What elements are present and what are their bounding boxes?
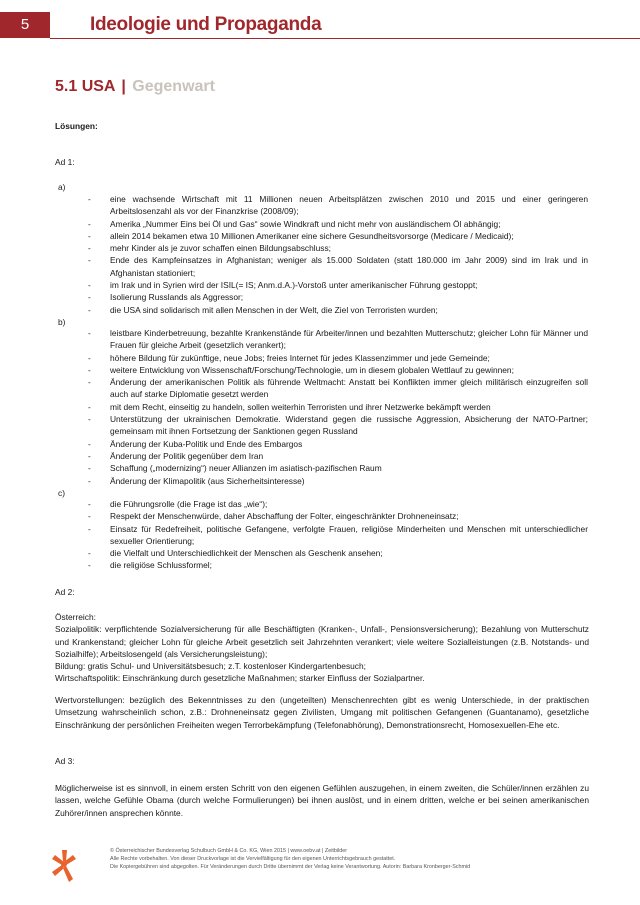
- section-subtitle: Gegenwart: [132, 78, 215, 95]
- list-item: - Amerika „Nummer Eins bei Öl und Gas“ sowie Windkraft und nicht mehr von ausländischem Öl abhängig;: [88, 218, 588, 230]
- list-item: - mit dem Recht, einseitig zu handeln, sollen weiterhin Terroristen und ihrer Netzwerke bekämpft werden: [88, 401, 588, 413]
- list-item: - im Irak und in Syrien wird der ISIL(= IS; Anm.d.A.)-Vorstoß unter amerikanischer Führung gestoppt;: [88, 279, 588, 291]
- chapter-number-box: [0, 12, 50, 38]
- list-item: - eine wachsende Wirtschaft mit 11 Millionen neuen Arbeitsplätzen zwischen 2010 und 2015 und einer geringeren Arbeitslosenzahl als vor der Finanzkrise (2008/09);: [88, 193, 588, 218]
- section-separator: |: [121, 78, 126, 95]
- list-item: - Änderung der Politik gegenüber dem Iran: [88, 450, 588, 462]
- ad1-b-list: [88, 327, 588, 487]
- section-name: USA: [81, 78, 115, 95]
- list-item: - Ende des Kampfeinsatzes in Afghanistan; weniger als 15.000 Soldaten (statt 180.000 im Jahr 2009) sind im Irak und in Afghanistan stationiert;: [88, 254, 588, 279]
- ad1-a-label: a): [58, 182, 66, 192]
- list-item: - höhere Bildung für zukünftige, neue Jobs; freies Internet für jedes Klassenzimmer und jede Gemeinde;: [88, 352, 588, 364]
- footer: [110, 847, 590, 871]
- ad1-b-label: b): [58, 317, 66, 327]
- section-title: [55, 77, 215, 97]
- ad2-sozialpolitik: Sozialpolitik: verpflichtende Sozialversicherung für alle Beschäftigten (Kranken-, Unfall-, Pensionsversicherung); Bezahlung von Mutterschutz und Krankenstand; gleicher Lohn für gleiche Arbeit gesetzlich seit Jahrzehnten verankert; viele weitere Sozialleistungen (z.B. Notstands- und Sozialhilfe); Arbeitslosengeld (als Versicherungsleistung);: [55, 624, 589, 659]
- ad2-intro: Österreich:: [55, 612, 96, 622]
- ad2-block: [55, 611, 589, 685]
- section-number: 5.1: [55, 78, 78, 95]
- ad1-c-label: c): [58, 488, 65, 498]
- list-item: - Änderung der Klimapolitik (aus Sicherheitsinteresse): [88, 475, 588, 487]
- ad1-heading: Ad 1:: [55, 157, 75, 167]
- ad1-a-list: [88, 193, 588, 316]
- list-item: - die USA sind solidarisch mit allen Menschen in der Welt, die Ziel von Terroristen wurden;: [88, 304, 588, 316]
- ad2-wertvorstellungen: Wertvorstellungen: bezüglich des Bekenntnisses zu den (ungeteilten) Menschenrechten gibt es wenig Unterschiede, in der praktischen Umsetzung wahrscheinlich schon, z.B.: Drohneneinsatz gegen Zivilisten, Umgang mit politischen Gefangenen (Guantanamo), gesetzliche Einschränkung der persönlichen Freiheiten wegen Terrorbekämpfung (Telefonabhörung), Demonstrationsrecht, Homosexuellen-Ehe etc.: [55, 695, 589, 730]
- list-item: - die Vielfalt und Unterschiedlichkeit der Menschen als Geschenk ansehen;: [88, 547, 588, 559]
- list-item: - allein 2014 bekamen etwa 10 Millionen Amerikaner eine sichere Gesundheitsvorsorge (Medicare / Medicaid);: [88, 230, 588, 242]
- list-item: - Änderung der amerikanischen Politik als führende Weltmacht: Anstatt bei Konflikten immer gleich militärisch einzugreifen soll auch auf starke Diplomatie gesetzt werden: [88, 376, 588, 401]
- chapter-number: 5: [20, 16, 30, 33]
- ad1-c-list: [88, 498, 588, 572]
- ad2-wirtschaftspolitik: Wirtschaftspolitik: Einschränkung durch gesetzliche Maßnahmen; starker Einfluss der Sozialpartner.: [55, 673, 425, 684]
- list-item: - Unterstützung der ukrainischen Demokratie. Widerstand gegen die russische Aggression, Absicherung der NATO-Partner; gemeinsam mit ihnen Fortsetzung der Sanktionen gegen Russland: [88, 413, 588, 438]
- chapter-title: Ideologie und Propaganda: [90, 14, 322, 35]
- ad2-heading: Ad 2:: [55, 587, 75, 597]
- list-item: - Schaffung („modernizing“) neuer Allianzen im asiatisch-pazifischen Raum: [88, 462, 588, 474]
- footer-author: Die Kopiergebühren sind abgegolten. Für Veränderungen durch Dritte übernimmt der Verlag keine Verantwortung. Autorin: Barbara Kronberger-Schmid: [110, 864, 471, 870]
- list-item: - Respekt der Menschenwürde, daher Abschaffung der Folter, eingeschränkter Drohneneinsatz;: [88, 510, 588, 522]
- list-item: - mehr Kinder als je zuvor schaffen einen Bildungsabschluss;: [88, 242, 588, 254]
- solutions-heading: Lösungen:: [55, 121, 98, 131]
- footer-rights: Alle Rechte vorbehalten. Von dieser Druckvorlage ist die Vervielfältigung für den eigenen Unterrichtsgebrauch gestattet.: [110, 856, 396, 862]
- ad3-text: Möglicherweise ist es sinnvoll, in einem ersten Schritt von den eigenen Gefühlen auszugehen, in einem zweiten, die Schüler/innen erzählen zu lassen, welche Gefühle Obama (durch welche Formulierungen) bei ihnen auslöst, und in einem dritten, welche er bei seinen amerikanischen Zuhörer/innen ansprechen könnte.: [55, 783, 589, 818]
- header-divider: [50, 38, 640, 39]
- publisher-logo-icon: [52, 850, 76, 882]
- list-item: - die religiöse Schlussformel;: [88, 559, 588, 571]
- list-item: - die Führungsrolle (die Frage ist das „wie“);: [88, 498, 588, 510]
- list-item: - Einsatz für Redefreiheit, politische Gefangene, verfolgte Frauen, religiöse Minderheiten und Menschen mit unterschiedlicher sexueller Orientierung;: [88, 523, 588, 548]
- ad3-heading: Ad 3:: [55, 756, 75, 766]
- list-item: - weitere Entwicklung von Wissenschaft/Forschung/Technologie, um in diesem globalen Wettlauf zu gewinnen;: [88, 364, 588, 376]
- list-item: - leistbare Kinderbetreuung, bezahlte Krankenstände für Arbeiter/innen und bezahlten Mutterschutz; gleicher Lohn für Männer und Frauen für gleiche Arbeit (gesetzlich verankert);: [88, 327, 588, 352]
- footer-copyright: © Österreichischer Bundesverlag Schulbuch GmbH & Co. KG, Wien 2015 | www.oebv.at | Zeitbilder: [110, 848, 348, 854]
- ad2-bildung: Bildung: gratis Schul- und Universitätsbesuch; z.T. kostenloser Kindergartenbesuch;: [55, 661, 366, 672]
- list-item: - Isolierung Russlands als Aggressor;: [88, 291, 588, 303]
- list-item: - Änderung der Kuba-Politik und Ende des Embargos: [88, 438, 588, 450]
